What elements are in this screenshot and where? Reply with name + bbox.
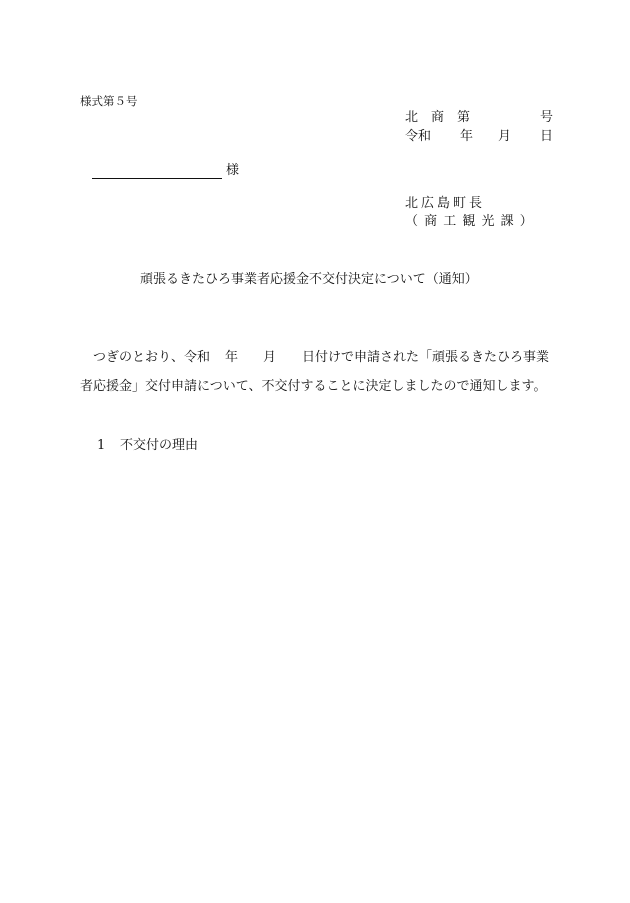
- body-line1-year: 年: [225, 350, 239, 365]
- form-label: 様式第５号: [80, 94, 138, 108]
- date-month: 月: [498, 129, 512, 144]
- recipient-honorific: 様: [226, 163, 240, 178]
- body-line1-pre: つぎのとおり、令和: [93, 350, 211, 365]
- body-line1-post: 日付けで申請された「頑張るきたひろ事業: [302, 350, 550, 365]
- ref-number-suffix: 号: [540, 110, 554, 125]
- section-1-title: 不交付の理由: [120, 438, 199, 453]
- body-line2: 者応援金」交付申請について、不交付することに決定しましたので通知します。: [80, 379, 547, 394]
- body-line1-month: 月: [263, 350, 277, 365]
- ref-number-prefix: 北 商 第: [405, 110, 471, 125]
- sender-dept: （ 商 工 観 光 課 ）: [405, 214, 534, 229]
- document-title: 頑張るきたひろ事業者応援金不交付決定について（通知）: [140, 272, 478, 287]
- date-year: 年: [460, 129, 474, 144]
- date-day: 日: [540, 129, 554, 144]
- recipient-name-line: [92, 178, 222, 179]
- sender-title: 北広島町長: [405, 196, 486, 211]
- date-era: 令和: [405, 129, 432, 144]
- section-1-number: 1: [97, 438, 106, 453]
